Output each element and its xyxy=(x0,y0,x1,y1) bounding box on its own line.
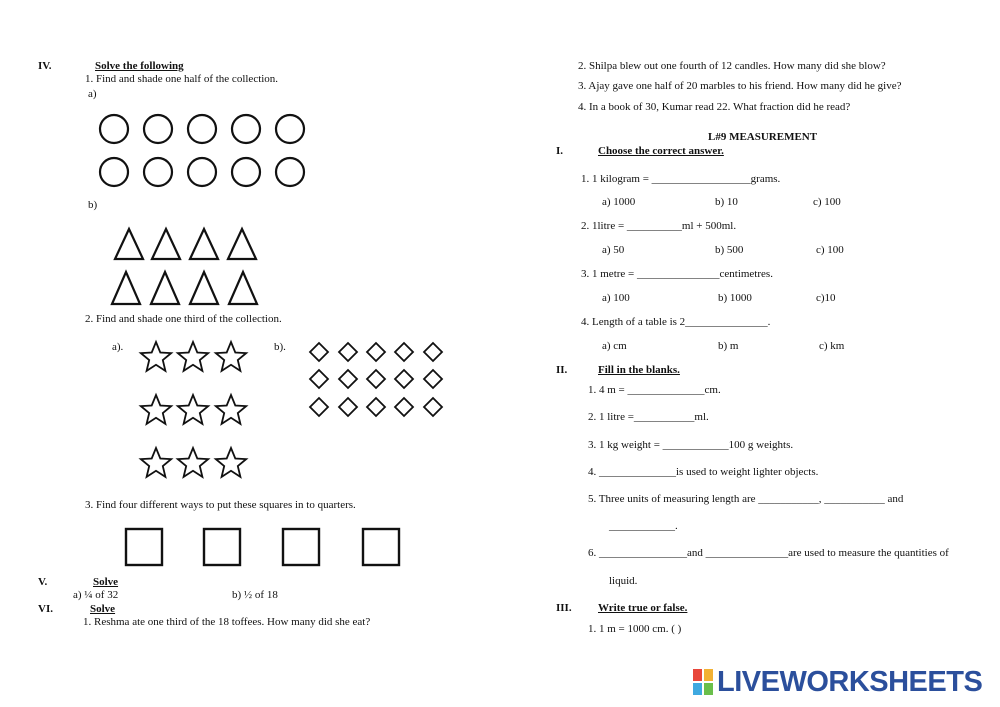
star-shape xyxy=(178,448,208,477)
mcq-option-b[interactable]: b) 1000 xyxy=(718,292,752,304)
triangle-shape xyxy=(228,229,256,259)
square-shape xyxy=(204,529,240,565)
triangle-shape xyxy=(190,229,218,259)
section-iii-roman: III. xyxy=(556,602,572,614)
mcq-question: 1. 1 kilogram = __________________grams. xyxy=(581,173,781,185)
triangle-shape xyxy=(151,272,179,304)
section-ii-title: Fill in the blanks. xyxy=(598,364,680,376)
mcq-option-b[interactable]: b) m xyxy=(718,340,739,352)
triangle-shape xyxy=(190,272,218,304)
diamond-shape xyxy=(310,398,328,416)
circle-shape xyxy=(100,158,128,186)
star-shape xyxy=(216,342,246,371)
star-shape xyxy=(178,342,208,371)
question-2-third: 2. Find and shade one third of the collection. xyxy=(85,313,282,325)
fill-blank-item[interactable]: 1. 4 m = ______________cm. xyxy=(588,384,721,396)
section-v-title: Solve xyxy=(93,576,119,588)
brand-name: LIVEWORKSHEETS xyxy=(717,665,983,698)
circle-shape xyxy=(144,115,172,143)
mcq-option-c[interactable]: c)10 xyxy=(816,292,836,304)
mcq-option-b[interactable]: b) 10 xyxy=(715,196,738,208)
mcq-question: 3. 1 metre = _______________centimetres. xyxy=(581,268,773,280)
star-shape xyxy=(178,395,208,424)
mcq-option-c[interactable]: c) km xyxy=(819,340,845,352)
section-v-roman: V. xyxy=(38,576,48,588)
circle-shape xyxy=(188,115,216,143)
fill-blank-item[interactable]: 3. 1 kg weight = ____________100 g weights. xyxy=(588,439,794,451)
diamond-shape xyxy=(395,370,413,388)
fill-blank-continuation[interactable]: ____________. xyxy=(609,520,678,532)
stars-collection[interactable] xyxy=(138,340,258,480)
mcq-question: 2. 1litre = __________ml + 500ml. xyxy=(581,220,737,232)
circle-shape xyxy=(188,158,216,186)
section-vi-title: Solve xyxy=(90,603,116,615)
q2a-label: a). xyxy=(112,341,124,353)
diamond-shape xyxy=(367,370,385,388)
question-ajay: 3. Ajay gave one half of 20 marbles to his friend. How many did he give? xyxy=(578,80,902,92)
diamond-shape xyxy=(310,343,328,361)
mcq-option-c[interactable]: c) 100 xyxy=(816,244,844,256)
square-shape xyxy=(126,529,162,565)
mcq-option-b[interactable]: b) 500 xyxy=(715,244,744,256)
triangle-shape xyxy=(115,229,143,259)
fill-blank-continuation: liquid. xyxy=(609,575,638,587)
star-shape xyxy=(141,448,171,477)
mcq-question: 4. Length of a table is 2_______________. xyxy=(581,316,771,328)
mcq-option-a[interactable]: a) 50 xyxy=(602,244,625,256)
mcq-option-a[interactable]: a) cm xyxy=(602,340,627,352)
q2b-label: b). xyxy=(274,341,286,353)
diamond-shape xyxy=(339,343,357,361)
mcq-option-a[interactable]: a) 100 xyxy=(602,292,630,304)
true-false-item[interactable]: 1. 1 m = 1000 cm. ( ) xyxy=(588,623,682,635)
diamond-shape xyxy=(339,398,357,416)
solve-b: b) ½ of 18 xyxy=(232,589,278,601)
section-iv-title: Solve the following xyxy=(95,60,184,72)
squares-collection[interactable] xyxy=(122,525,412,570)
diamond-shape xyxy=(395,343,413,361)
fill-blank-item[interactable]: 2. 1 litre =___________ml. xyxy=(588,411,709,423)
lesson-title: L#9 MEASUREMENT xyxy=(708,131,818,143)
circle-shape xyxy=(276,115,304,143)
circle-shape xyxy=(232,115,260,143)
fill-blank-item[interactable]: 6. ________________and _______________are used to measure the quantities of xyxy=(588,547,949,559)
triangle-shape xyxy=(112,272,140,304)
circle-shape xyxy=(232,158,260,186)
section-i-roman: I. xyxy=(556,145,564,157)
question-3-quarters: 3. Find four different ways to put these squares in to quarters. xyxy=(85,499,356,511)
liveworksheets-logo-icon xyxy=(693,669,713,695)
section-iii-title: Write true or false. xyxy=(598,602,688,614)
question-kumar: 4. In a book of 30, Kumar read 22. What fraction did he read? xyxy=(578,101,851,113)
star-shape xyxy=(141,342,171,371)
question-shilpa: 2. Shilpa blew out one fourth of 12 candles. How many did she blow? xyxy=(578,60,886,72)
diamond-shape xyxy=(395,398,413,416)
circles-collection[interactable] xyxy=(96,112,316,192)
section-vi-roman: VI. xyxy=(38,603,53,615)
diamond-shape xyxy=(367,343,385,361)
fill-blank-item[interactable]: 4. ______________is used to weight lighter objects. xyxy=(588,466,819,478)
question-1-half: 1. Find and shade one half of the collection. xyxy=(85,73,279,85)
section-ii-roman: II. xyxy=(556,364,568,376)
section-i-title: Choose the correct answer. xyxy=(598,145,724,157)
mcq-option-c[interactable]: c) 100 xyxy=(813,196,841,208)
section-iv-roman: IV. xyxy=(38,60,52,72)
star-shape xyxy=(216,395,246,424)
diamond-shape xyxy=(339,370,357,388)
fill-blank-item[interactable]: 5. Three units of measuring length are ___________, ___________ and xyxy=(588,493,904,505)
solve-a: a) ¼ of 32 xyxy=(73,589,119,601)
square-shape xyxy=(363,529,399,565)
q1b-label: b) xyxy=(88,199,98,211)
triangle-shape xyxy=(152,229,180,259)
diamond-shape xyxy=(424,343,442,361)
square-shape xyxy=(283,529,319,565)
star-shape xyxy=(141,395,171,424)
diamond-shape xyxy=(424,370,442,388)
star-shape xyxy=(216,448,246,477)
triangles-collection[interactable] xyxy=(110,226,270,316)
q1a-label: a) xyxy=(88,88,97,100)
liveworksheets-logo[interactable] xyxy=(693,666,982,698)
diamond-shape xyxy=(367,398,385,416)
mcq-option-a[interactable]: a) 1000 xyxy=(602,196,636,208)
question-reshma: 1. Reshma ate one third of the 18 toffees. How many did she eat? xyxy=(83,616,371,628)
triangle-shape xyxy=(229,272,257,304)
diamond-shape xyxy=(310,370,328,388)
circle-shape xyxy=(100,115,128,143)
diamond-shape xyxy=(424,398,442,416)
diamonds-collection[interactable] xyxy=(305,340,455,420)
circle-shape xyxy=(144,158,172,186)
circle-shape xyxy=(276,158,304,186)
